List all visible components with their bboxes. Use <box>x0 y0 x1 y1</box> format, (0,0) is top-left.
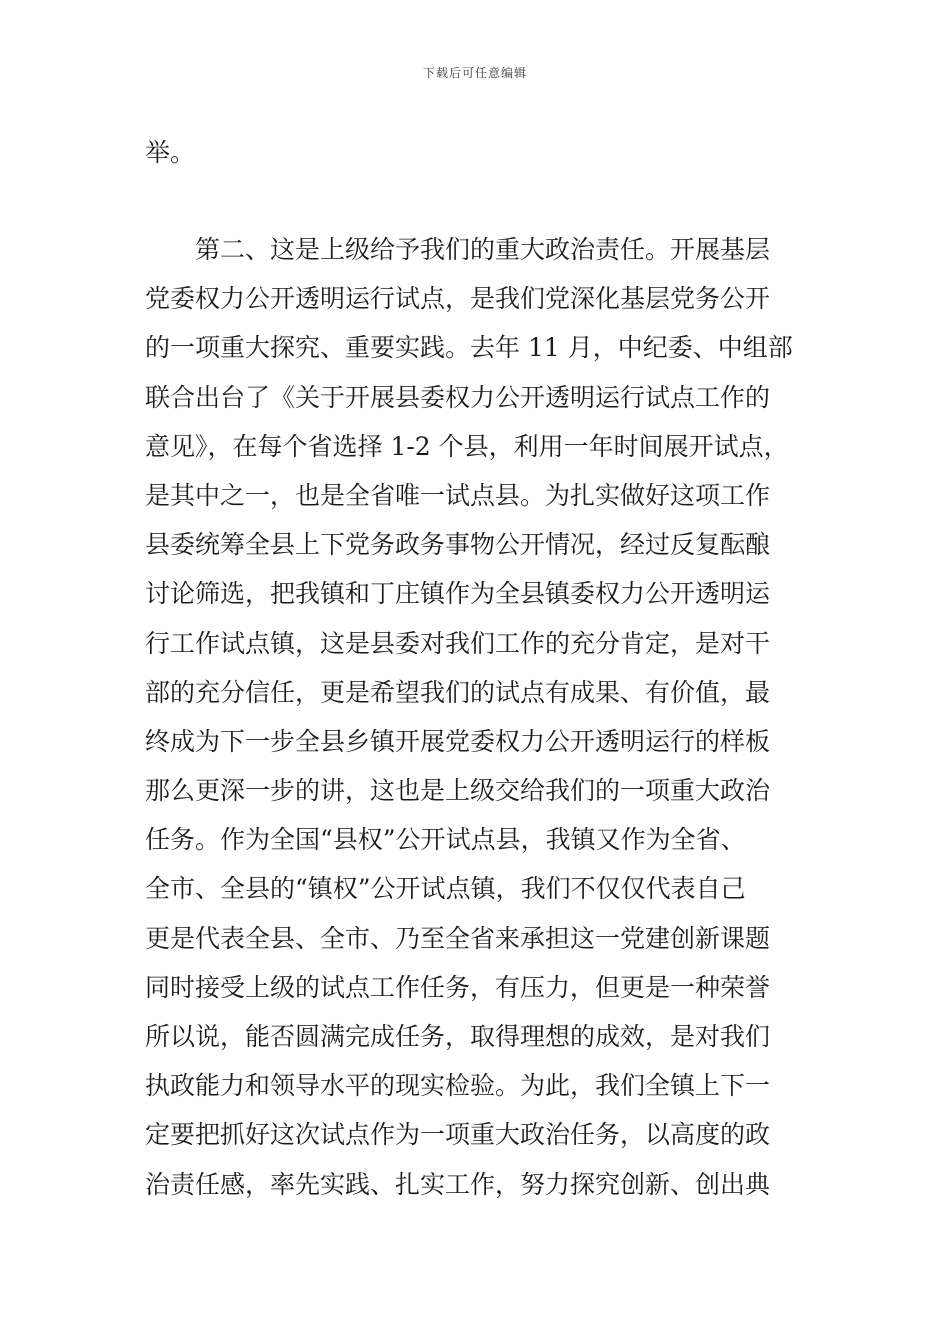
text-line: 党委权力公开透明运行试点，是我们党深化基层党务公开 <box>145 284 771 314</box>
text-line: 所以说，能否圆满完成任务，取得理想的成效，是对我们 <box>145 1022 771 1051</box>
text-line: 部的充分信任，更是希望我们的试点有成果、有价值，最 <box>145 677 771 707</box>
first-paragraph <box>145 128 810 177</box>
header-note: 下载后可任意编辑 <box>422 66 527 80</box>
text-line: 联合出台了《关于开展县委权力公开透明运行试点工作的 <box>145 382 771 412</box>
text-line: 讨论筛选，把我镇和丁庄镇作为全县镇委权力公开透明运 <box>145 579 771 609</box>
text-line: 任务。作为全国“县权”公开试点县，我镇又作为全省、 <box>145 825 746 855</box>
text-line: 执政能力和领导水平的现实检验。为此，我们全镇上下一 <box>145 1071 771 1101</box>
text-line: 全市、全县的“镇权”公开试点镇，我们不仅仅代表自己 <box>145 874 746 904</box>
text-line: 意见》，在每个省选择 1-2 个县，利用一年时间展开试点， <box>145 431 789 461</box>
text-line: 是其中之一，也是全省唯一试点县。为扎实做好这项工作 <box>145 480 771 510</box>
text-line: 举。 <box>145 138 196 167</box>
text-line: 治责任感，率先实践、扎实工作，努力探究创新、创出典 <box>145 1169 771 1199</box>
main-paragraph <box>145 225 810 1209</box>
text-line: 的一项重大探究、重要实践。去年 11 月，中纪委、中组部 <box>145 333 793 363</box>
text-line: 定要把抓好这次试点作为一项重大政治任务，以高度的政 <box>145 1120 771 1150</box>
text-line: 那么更深一步的讲，这也是上级交给我们的一项重大政治 <box>145 776 771 806</box>
text-line: 行工作试点镇，这是县委对我们工作的充分肯定，是对干 <box>145 628 771 658</box>
text-line: 第二、这是上级给予我们的重大政治责任。开展基层 <box>145 235 771 264</box>
text-line: 同时接受上级的试点工作任务，有压力，但更是一种荣誉 <box>145 972 771 1002</box>
text-line: 终成为下一步全县乡镇开展党委权力公开透明运行的样板 <box>145 726 771 756</box>
text-line: 更是代表全县、全市、乃至全省来承担这一党建创新课题 <box>145 923 771 953</box>
text-line: 县委统筹全县上下党务政务事物公开情况，经过反复酝酿 <box>145 530 771 560</box>
